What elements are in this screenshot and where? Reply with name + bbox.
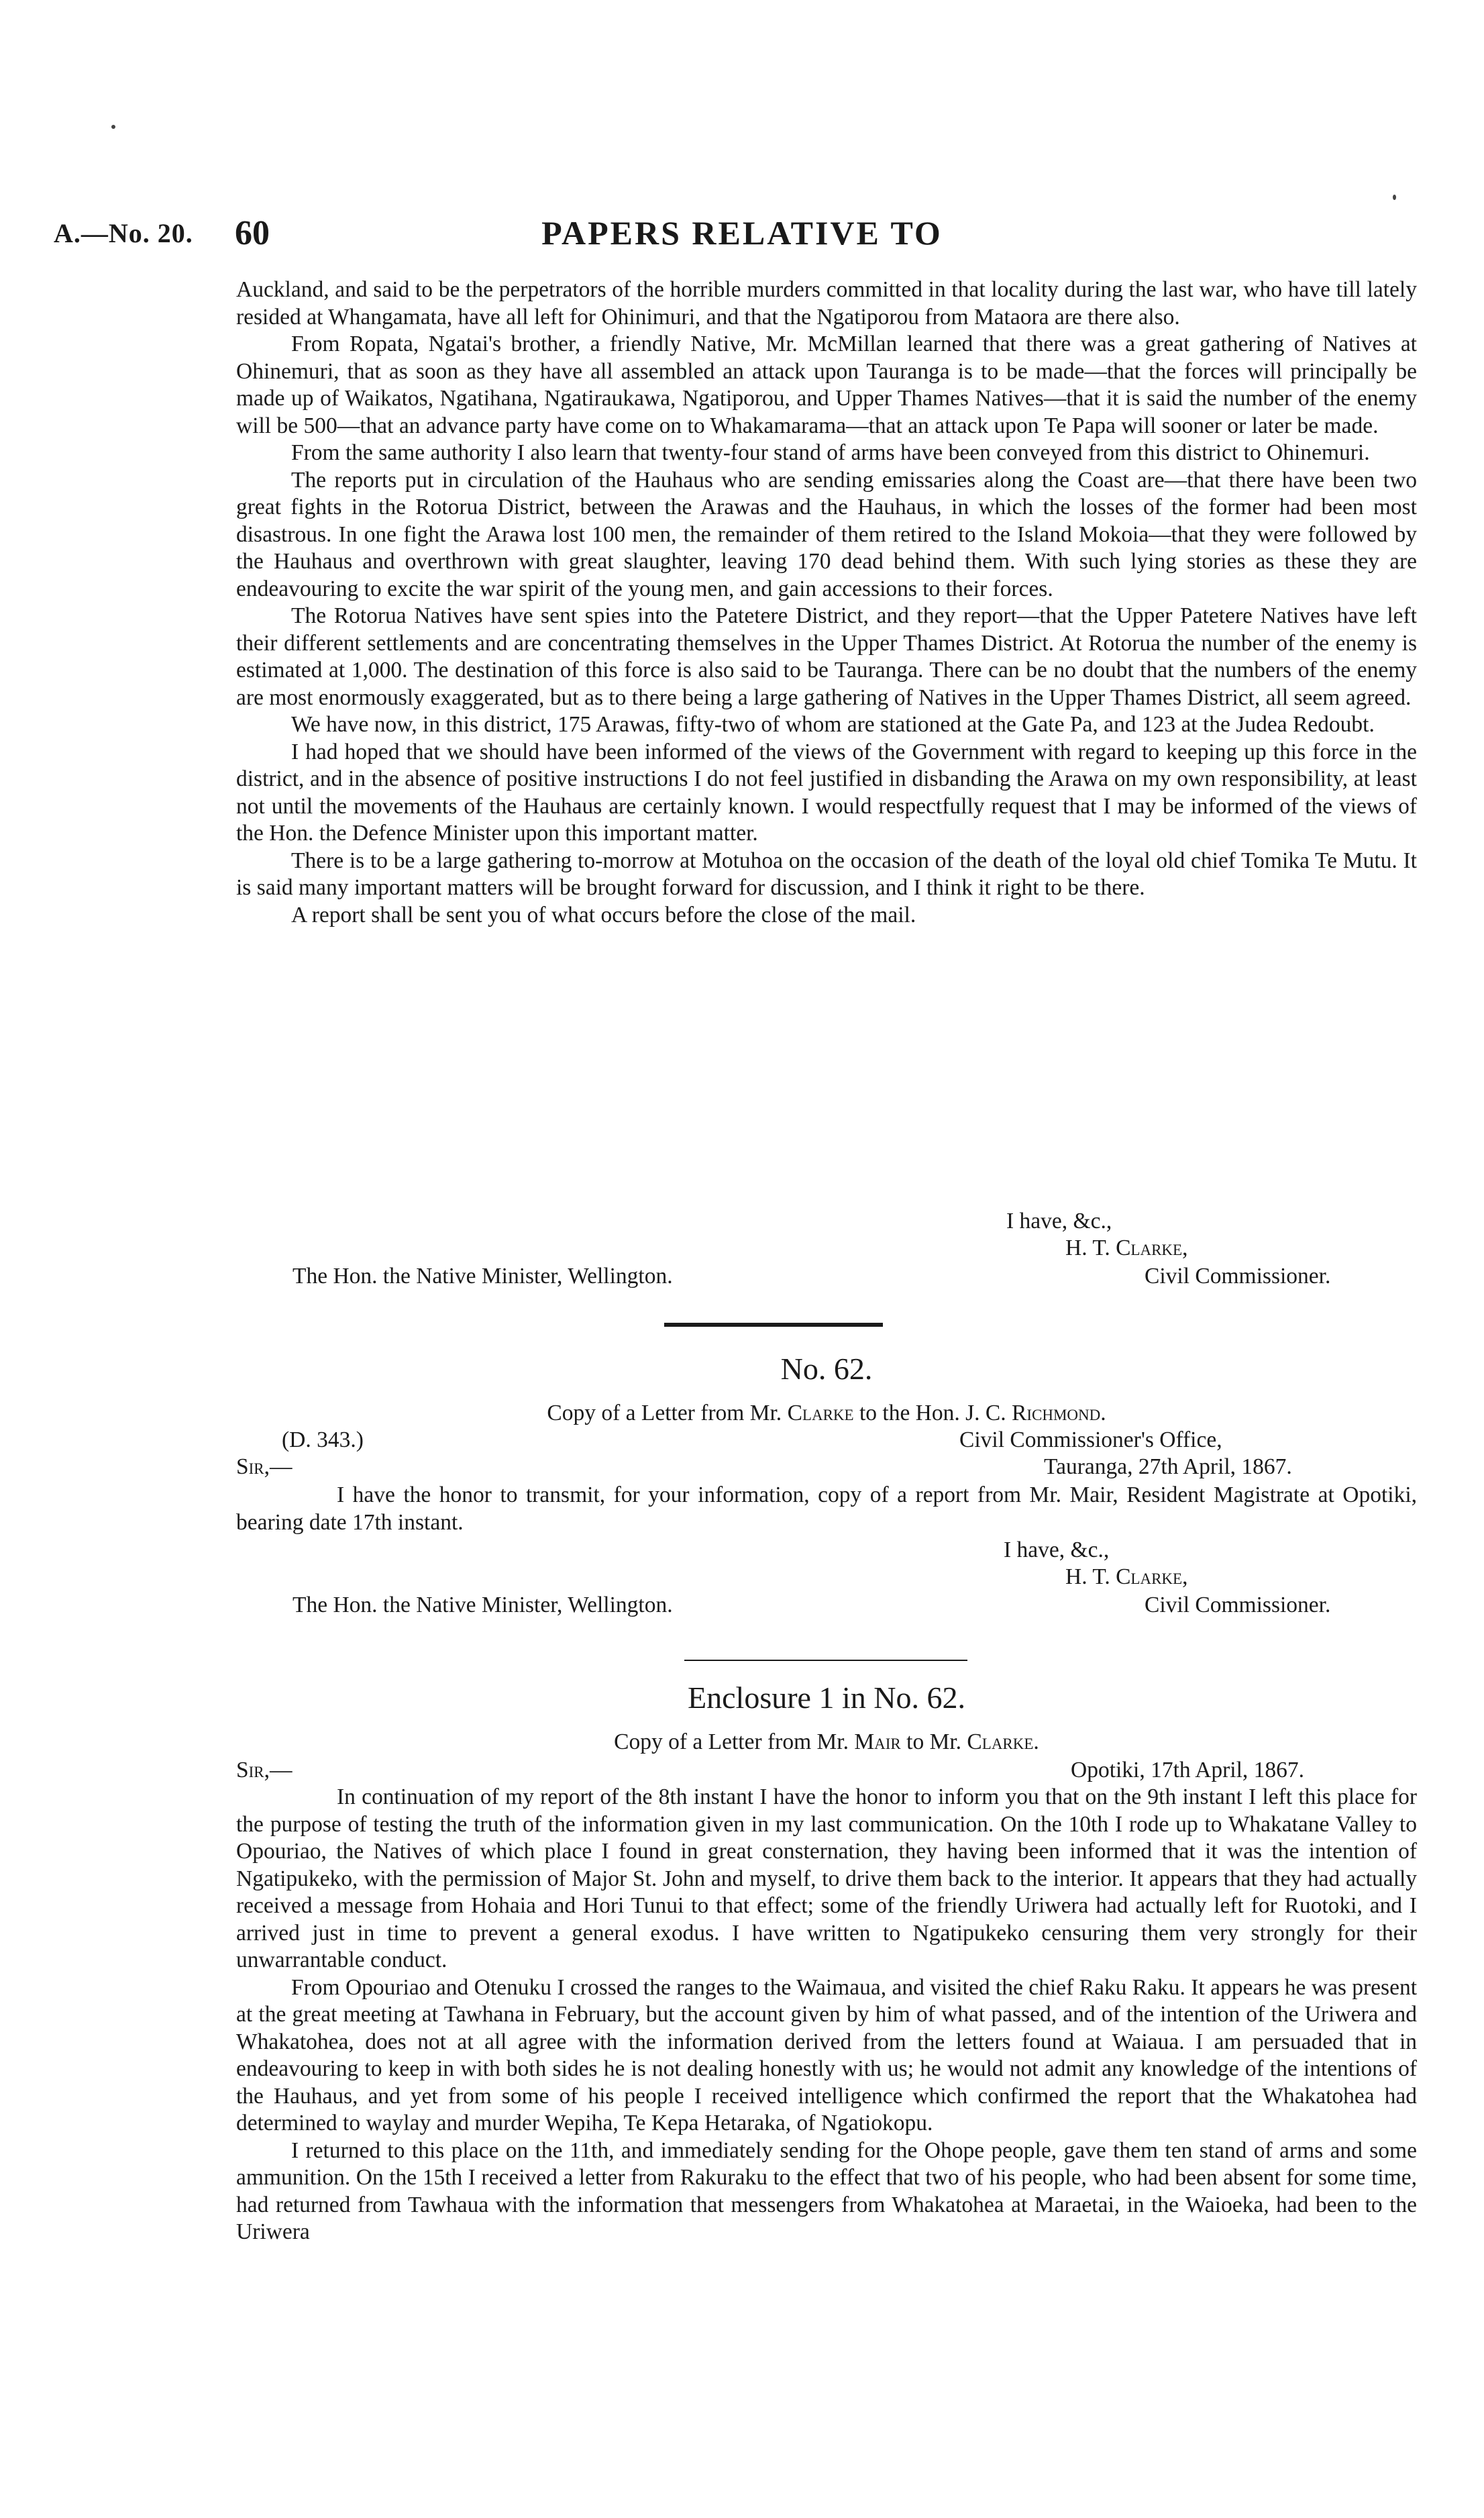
paragraph: From Ropata, Ngatai's brother, a friendly Native, Mr. McMillan learned that there was a great gathering of Natives at Ohinemuri, that as soon as they have all assembled an attack upon Tauranga is to be made—that the forces will principally be made up of Waikatos, Ngatihana, Ngatiraukawa, Ngatiporou, and Upper Thames Natives—that it is said the number of the enemy will be 500—that an advance party have come on to Whakamarama—that an attack upon Te Papa will sooner or later be made. xyxy=(236,332,1417,438)
paragraph: The reports put in circulation of the Hauhaus who are sending emissaries along the Coast are—that there have been two great fights in the Rotorua District, between the Arawas and the Hauhaus, in which the losses of the former had been most disastrous. In one fight the Arawa lost 100 men, the remainder of them retired to the Island Mokoia—that they were followed by the Hauhaus and overthrown with great slaughter, leaving 170 dead behind them. With such lying stories as these they are endeavouring to excite the war spirit of the young men, and gain accessions to their forces. xyxy=(236,467,1417,601)
paragraph: A report shall be sent you of what occurs before the close of the mail. xyxy=(291,902,916,927)
signer-title: Civil Commissioner. xyxy=(1145,1264,1331,1289)
paragraph: In continuation of my report of the 8th instant I have the honor to inform you that on the 9th instant I left this place for the purpose of testing the truth of the information given in my last communication. On the 10th I rode up to Whakatane Valley to Opouriao, the Natives of which place I found in great consternation, they having been informed that it was the intention of Ngatipukeko, with the permission of Major St. John and myself, to drive them back to the interior. It appears that they had actually received a message from Hohaia and Hori Tunui to that effect; some of the friendly Uriwera had actually left for Ruotoki, and I arrived just in time to prevent a general exodus. I have written to Ngatipukeko censuring them very strongly for their unwarrantable conduct. xyxy=(236,1784,1417,1972)
section-divider xyxy=(684,1660,967,1661)
addressee: The Hon. the Native Minister, Wellington. xyxy=(293,1264,673,1289)
sender-office: Civil Commissioner's Office, xyxy=(959,1427,1222,1452)
reference-code: (D. 343.) xyxy=(282,1427,364,1452)
salutation: Sir,— xyxy=(236,1454,293,1479)
letter-body xyxy=(236,1784,1417,2246)
scan-speck xyxy=(1393,195,1396,200)
paragraph: The Rotorua Natives have sent spies into the Patetere District, and they report—that the Upper Patetere Natives have left their different settlements and are concentrating themselves in the Upper Thames District. At Rotorua the number of the enemy is estimated at 1,000. The destination of this force is also said to be Tauranga. There can be no doubt that the numbers of the enemy are most enormously exaggerated, but as to there being a large gathering of Natives in the Upper Thames District, all seem agreed. xyxy=(236,603,1417,710)
paragraph: I had hoped that we should have been informed of the views of the Government with regard to keeping up this force in the district, and in the absence of positive instructions I do not feel justified in disbanding the Arawa on my own responsibility, at least not until the movements of the Hauhaus are certainly known. I would respectfully request that I may be informed of the views of the Hon. the Defence Minister upon this important matter. xyxy=(236,739,1417,846)
place-date: Tauranga, 27th April, 1867. xyxy=(1044,1454,1292,1479)
section-heading: Enclosure 1 in No. 62. xyxy=(688,1680,965,1715)
paragraph: We have now, in this district, 175 Arawas, fifty-two of whom are stationed at the Gate Pa, and 123 at the Judea Redoubt. xyxy=(291,712,1375,737)
addressee: The Hon. the Native Minister, Wellington. xyxy=(293,1593,673,1617)
closing: I have, &c., xyxy=(1006,1209,1112,1233)
running-header xyxy=(54,213,1430,254)
document-reference: A.—No. 20. xyxy=(54,218,193,248)
section-divider xyxy=(664,1323,883,1327)
letter-subtitle: Copy of a Letter from Mr. Mair to Mr. Clarke. xyxy=(614,1729,1039,1754)
signer-name: H. T. Clarke, xyxy=(1065,1236,1188,1260)
signer-title: Civil Commissioner. xyxy=(1145,1593,1331,1617)
section-heading: No. 62. xyxy=(780,1352,873,1386)
closing: I have, &c., xyxy=(1004,1538,1110,1562)
place-date: Opotiki, 17th April, 1867. xyxy=(1071,1758,1305,1782)
running-title: PAPERS RELATIVE TO xyxy=(541,214,943,252)
letter-body xyxy=(236,1482,1417,1536)
salutation: Sir,— xyxy=(236,1758,293,1782)
paragraph: I have the honor to transmit, for your information, copy of a report from Mr. Mair, Resident Magistrate at Opotiki, bearing date 17th instant. xyxy=(236,1482,1417,1535)
scan-speck xyxy=(111,125,115,129)
letter-subtitle: Copy of a Letter from Mr. Clarke to the Hon. J. C. Richmond. xyxy=(547,1401,1106,1425)
paragraph: Auckland, and said to be the perpetrators of the horrible murders committed in that locality during the last war, who have till lately resided at Whangamata, have all left for Ohinimuri, and that the Ngatiporou from Mataora are there also. xyxy=(236,277,1417,330)
signer-name: H. T. Clarke, xyxy=(1065,1564,1188,1589)
paragraph: From Opouriao and Otenuku I crossed the ranges to the Waimaua, and visited the chief Raku Raku. It appears he was present at the great meeting at Tawhana in February, but the account given by him of what passed, and of the intention of the Uriwera and Whakatohea, does not at all agree with the information derived from the letters found at Waiaua. I am persuaded that in endeavouring to keep in with both sides he is not dealing honestly with us; he would not admit any knowledge of the intentions of the Hauhaus, and yet from some of his people I received intelligence which confirmed the report that the Whakatohea had determined to waylay and murder Wepiha, Te Kepa Hetaraka, of Ngatiokopu. xyxy=(236,1974,1417,2135)
paragraph: From the same authority I also learn that twenty-four stand of arms have been conveyed from this district to Ohinemuri. xyxy=(291,440,1370,465)
letter-continuation xyxy=(236,276,1417,929)
page-number: 60 xyxy=(235,214,270,252)
paragraph: I returned to this place on the 11th, and immediately sending for the Ohope people, gave them ten stand of arms and some ammunition. On the 15th I received a letter from Rakuraku to the effect that two of his people, who had been absent for some time, had returned from Tawhaua with the information that messengers from Whakatohea at Maraetai, in the Waioeka, had been to the Uriwera xyxy=(236,2137,1417,2244)
paragraph: There is to be a large gathering to-morrow at Motuhoa on the occasion of the death of the loyal old chief Tomika Te Mutu. It is said many important matters will be brought forward for discussion, and I think it right to be there. xyxy=(236,848,1417,900)
